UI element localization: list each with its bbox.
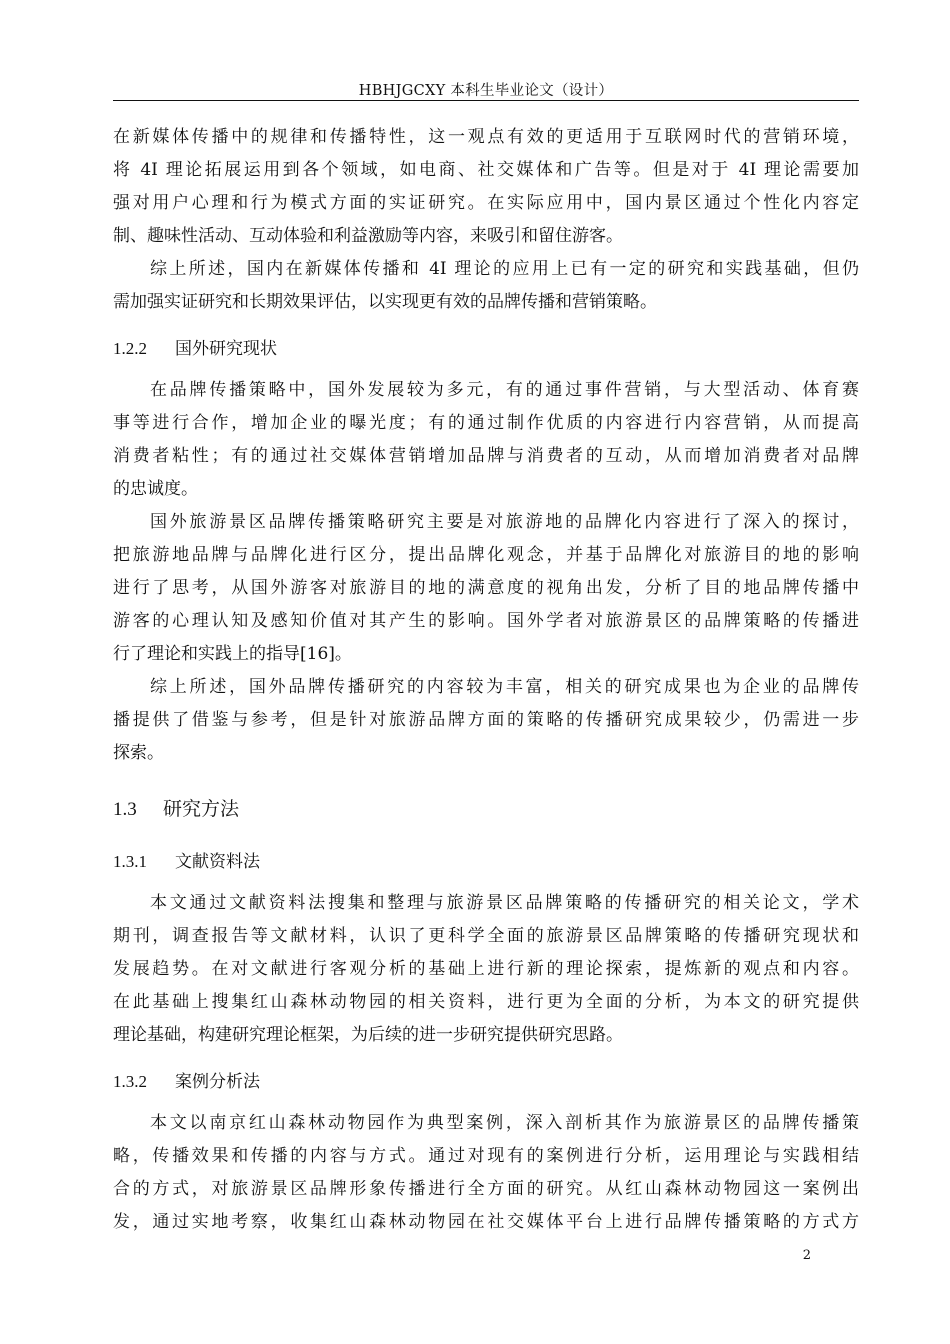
text-line: 国外旅游景区品牌传播策略研究主要是对旅游地的品牌化内容进行了深入的探讨， (150, 512, 859, 532)
text-line: 行了理论和实践上的指导[16]。 (113, 644, 352, 664)
heading-text: 国外研究现状 (175, 339, 277, 359)
heading-number: 1.3.2 (113, 1072, 147, 1091)
text-line: 强对用户心理和行为模式方面的实证研究。在实际应用中，国内景区通过个性化内容定 (113, 193, 859, 213)
page-header: HBHJGCXY 本科生毕业论文（设计） (358, 83, 614, 99)
text-line: 需加强实证研究和长期效果评估，以实现更有效的品牌传播和营销策略。 (113, 292, 657, 312)
text-line: 消费者粘性；有的通过社交媒体营销增加品牌与消费者的互动，从而增加消费者对品牌 (113, 446, 859, 466)
text-line: 播提供了借鉴与参考，但是针对旅游品牌方面的策略的传播研究成果较少，仍需进一步 (113, 710, 859, 730)
text-line: 综上所述，国内在新媒体传播和 4I 理论的应用上已有一定的研究和实践基础，但仍 (150, 259, 859, 279)
text-line: 发，通过实地考察，收集红山森林动物园在社交媒体平台上进行品牌传播策略的方式方 (113, 1212, 859, 1232)
text-line: 期刊，调查报告等文献材料，认识了更科学全面的旅游景区品牌策略的传播研究现状和 (113, 926, 859, 946)
heading-number: 1.3.1 (113, 852, 147, 871)
section-heading-1-3 (113, 794, 239, 821)
text-line: 在此基础上搜集红山森林动物园的相关资料，进行更为全面的分析，为本文的研究提供 (113, 992, 859, 1012)
text-line: 理论基础，构建研究理论框架，为后续的进一步研究提供研究思路。 (113, 1025, 623, 1045)
heading-text: 文献资料法 (175, 852, 260, 872)
text-line: 进行了思考，从国外游客对旅游目的地的满意度的视角出发，分析了目的地品牌传播中 (113, 578, 859, 598)
text-line: 探索。 (113, 743, 164, 763)
text-line: 在品牌传播策略中，国外发展较为多元，有的通过事件营销，与大型活动、体育赛 (150, 380, 859, 400)
section-heading-1-3-1 (113, 847, 260, 872)
page-number: 2 (802, 1248, 811, 1263)
text-line: 合的方式，对旅游景区品牌形象传播进行全方面的研究。从红山森林动物园这一案例出 (113, 1179, 859, 1199)
text-line: 制、趣味性活动、互动体验和利益激励等内容，来吸引和留住游客。 (113, 226, 623, 246)
text-line: 事等进行合作，增加企业的曝光度；有的通过制作优质的内容进行内容营销，从而提高 (113, 413, 859, 433)
section-heading-1-3-2 (113, 1067, 260, 1092)
header-rule (113, 100, 859, 101)
text-line: 略，传播效果和传播的内容与方式。通过对现有的案例进行分析，运用理论与实践相结 (113, 1146, 859, 1166)
heading-text: 案例分析法 (175, 1072, 260, 1092)
text-line: 发展趋势。在对文献进行客观分析的基础上进行新的理论探索，提炼新的观点和内容。 (113, 959, 859, 979)
text-line: 本文通过文献资料法搜集和整理与旅游景区品牌策略的传播研究的相关论文，学术 (150, 893, 859, 913)
text-line: 本文以南京红山森林动物园作为典型案例，深入剖析其作为旅游景区的品牌传播策 (150, 1113, 859, 1133)
heading-text: 研究方法 (163, 798, 240, 820)
section-heading-1-2-2 (113, 334, 277, 359)
heading-number: 1.2.2 (113, 339, 147, 358)
text-line: 游客的心理认知及感知价值对其产生的影响。国外学者对旅游景区的品牌策略的传播进 (113, 611, 859, 631)
heading-number: 1.3 (113, 799, 137, 820)
text-line: 把旅游地品牌与品牌化进行区分，提出品牌化观念，并基于品牌化对旅游目的地的影响 (113, 545, 859, 565)
text-line: 将 4I 理论拓展运用到各个领域，如电商、社交媒体和广告等。但是对于 4I 理论需要加 (113, 160, 859, 180)
text-line: 的忠诚度。 (113, 479, 198, 499)
text-line: 综上所述，国外品牌传播研究的内容较为丰富，相关的研究成果也为企业的品牌传 (150, 677, 859, 697)
text-line: 在新媒体传播中的规律和传播特性，这一观点有效的更适用于互联网时代的营销环境， (113, 127, 859, 147)
